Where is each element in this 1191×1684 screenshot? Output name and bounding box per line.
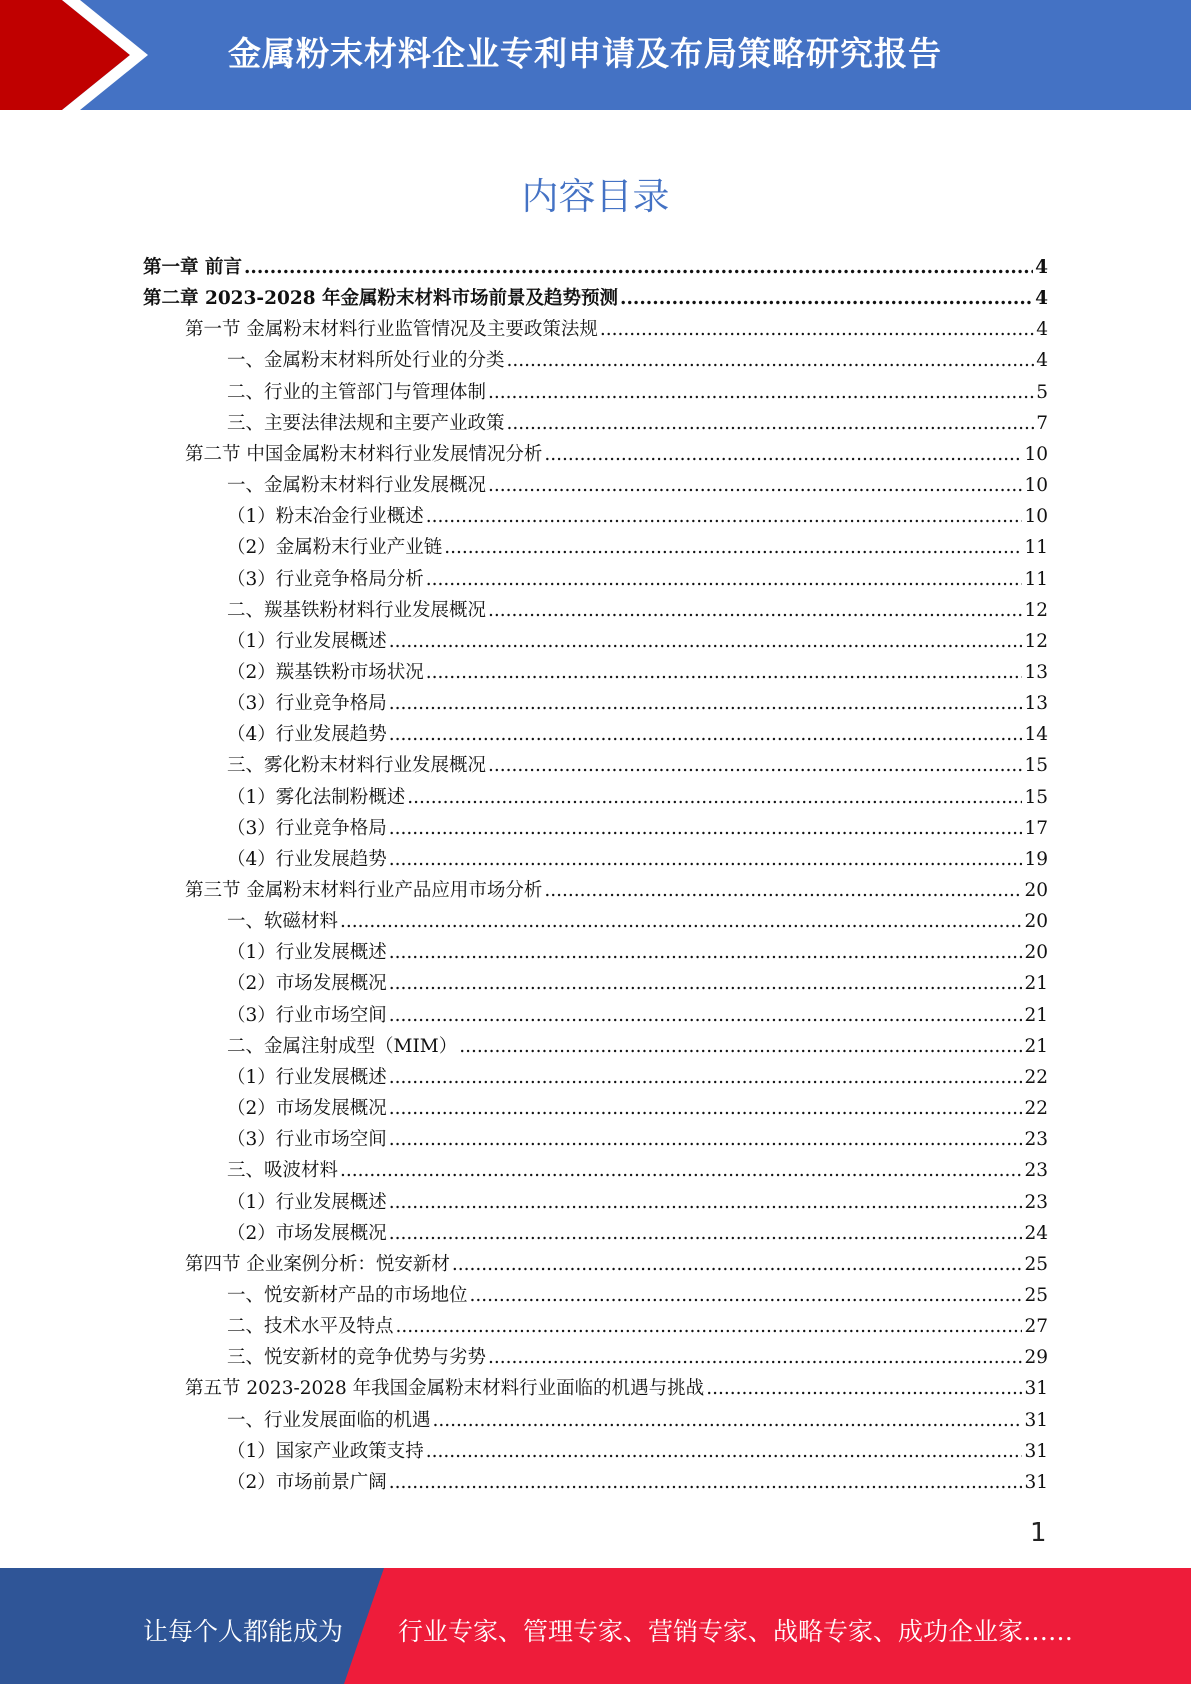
toc-entry-label: 一、金属粉末材料行业发展概况 (227, 475, 487, 497)
toc-dot-leader (244, 254, 1033, 282)
toc-dot-leader (488, 379, 1034, 407)
toc-entry[interactable] (185, 1251, 1048, 1279)
toc-entry-page: 10 (1024, 506, 1048, 528)
toc-dot-leader (407, 784, 1022, 812)
toc-dot-leader (389, 970, 1023, 998)
toc-entry-page: 4 (1036, 319, 1048, 341)
toc-entry-label: （3）行业竞争格局 (227, 817, 387, 839)
toc-entry[interactable] (227, 1344, 1048, 1372)
toc-entry-label: 第二章 2023-2028 年金属粉末材料市场前景及趋势预测 (143, 288, 619, 310)
toc-dot-leader (452, 1251, 1023, 1279)
toc-entry-label: 一、金属粉末材料所处行业的分类 (227, 350, 505, 372)
toc-entry-label: （3）行业市场空间 (227, 1004, 387, 1026)
toc-entry-page: 11 (1024, 537, 1048, 559)
toc-entry[interactable] (227, 815, 1048, 843)
toc-dot-leader (389, 939, 1023, 967)
toc-entry[interactable] (227, 784, 1048, 812)
toc-dot-leader (389, 1095, 1023, 1123)
toc-entry-label: （1）行业发展概述 (227, 1191, 387, 1213)
toc-entry-page: 19 (1024, 848, 1048, 870)
toc-entry-page: 7 (1036, 412, 1048, 434)
toc-entry-page: 31 (1024, 1471, 1048, 1493)
toc-entry[interactable] (227, 1002, 1048, 1030)
toc-dot-leader (426, 659, 1023, 687)
report-title: 金属粉末材料企业专利申请及布局策略研究报告 (228, 34, 942, 73)
toc-entry-page: 23 (1024, 1191, 1048, 1213)
toc-entry-label: 三、主要法律法规和主要产业政策 (227, 412, 505, 434)
toc-dot-leader (389, 1064, 1023, 1092)
toc-dot-leader (544, 441, 1022, 469)
toc-entry[interactable] (227, 503, 1048, 531)
toc-entry-page: 5 (1036, 381, 1048, 403)
toc-entry[interactable] (227, 566, 1048, 594)
toc-dot-leader (426, 566, 1023, 594)
toc-dot-leader (488, 597, 1022, 625)
toc-entry[interactable] (185, 1375, 1048, 1403)
toc-entry-page: 21 (1024, 973, 1048, 995)
toc-entry[interactable] (227, 1064, 1048, 1092)
toc-entry[interactable] (227, 1157, 1048, 1185)
toc-dot-leader (389, 1002, 1023, 1030)
toc-entry-page: 29 (1024, 1347, 1048, 1369)
toc-entry[interactable] (185, 441, 1048, 469)
toc-entry-page: 22 (1024, 1066, 1048, 1088)
toc-dot-leader (389, 690, 1023, 718)
toc-dot-leader (389, 1126, 1023, 1154)
toc-entry-label: （2）市场发展概况 (227, 1098, 387, 1120)
toc-entry-label: 第二节 中国金属粉末材料行业发展情况分析 (185, 443, 543, 465)
toc-entry-page: 13 (1024, 693, 1048, 715)
toc-entry[interactable] (227, 1313, 1048, 1341)
toc-dot-leader (544, 877, 1022, 905)
toc-dot-leader (507, 347, 1035, 375)
toc-entry[interactable] (227, 347, 1048, 375)
toc-dot-leader (396, 1313, 1023, 1341)
toc-entry-page: 4 (1035, 288, 1048, 310)
toc-entry-label: （1）国家产业政策支持 (227, 1440, 424, 1462)
toc-entry-page: 31 (1024, 1409, 1048, 1431)
toc-entry-page: 24 (1024, 1222, 1048, 1244)
toc-heading: 内容目录 (521, 175, 670, 218)
toc-entry-label: （2）市场发展概况 (227, 1222, 387, 1244)
toc-dot-leader (389, 721, 1023, 749)
toc-entry[interactable] (143, 254, 1048, 282)
toc-entry-page: 23 (1024, 1129, 1048, 1151)
toc-entry[interactable] (227, 472, 1048, 500)
toc-entry-label: （4）行业发展趋势 (227, 724, 387, 746)
toc-entry[interactable] (227, 970, 1048, 998)
toc-entry-label: 三、雾化粉末材料行业发展概况 (227, 755, 487, 777)
toc-entry-label: 第五节 2023-2028 年我国金属粉末材料行业面临的机遇与挑战 (185, 1378, 705, 1400)
toc-entry-label: 二、技术水平及特点 (227, 1316, 394, 1338)
toc-dot-leader (507, 410, 1035, 438)
toc-entry-page: 21 (1024, 1035, 1048, 1057)
toc-entry[interactable] (227, 1438, 1048, 1466)
toc-dot-leader (389, 628, 1023, 656)
toc-entry-label: （2）市场发展概况 (227, 973, 387, 995)
toc-entry-page: 12 (1024, 630, 1048, 652)
toc-entry-label: 一、行业发展面临的机遇 (227, 1409, 431, 1431)
toc-entry-label: （1）雾化法制粉概述 (227, 786, 406, 808)
header-arrow-decoration (0, 0, 160, 110)
toc-entry[interactable] (227, 752, 1048, 780)
toc-entry-page: 17 (1024, 817, 1048, 839)
toc-entry-label: （2）羰基铁粉市场状况 (227, 661, 424, 683)
toc-entry-page: 12 (1024, 599, 1048, 621)
toc-dot-leader (488, 1344, 1022, 1372)
toc-entry-label: 二、金属注射成型（MIM） (227, 1035, 458, 1057)
toc-entry-label: （2）金属粉末行业产业链 (227, 537, 443, 559)
toc-dot-leader (488, 752, 1022, 780)
toc-entry-page: 23 (1024, 1160, 1048, 1182)
toc-entry-label: 三、悦安新材的竞争优势与劣势 (227, 1347, 487, 1369)
toc-dot-leader (389, 815, 1023, 843)
toc-dot-leader (600, 316, 1034, 344)
toc-entry[interactable] (227, 659, 1048, 687)
header-banner (0, 0, 1191, 110)
toc-entry-label: 三、吸波材料 (227, 1160, 339, 1182)
toc-entry-page: 22 (1024, 1098, 1048, 1120)
toc-entry[interactable] (227, 379, 1048, 407)
toc-entry-label: （1）粉末冶金行业概述 (227, 506, 424, 528)
toc-entry[interactable] (227, 410, 1048, 438)
toc-entry-label: 第三节 金属粉末材料行业产品应用市场分析 (185, 880, 543, 901)
toc-entry[interactable] (227, 1095, 1048, 1123)
toc-dot-leader (389, 1469, 1023, 1497)
toc-entry-label: 一、悦安新材产品的市场地位 (227, 1284, 468, 1306)
toc-entry[interactable] (227, 846, 1048, 874)
toc-entry-page: 20 (1024, 880, 1048, 901)
toc-dot-leader (340, 1157, 1022, 1185)
toc-entry-page: 13 (1024, 661, 1048, 683)
toc-entry[interactable] (227, 939, 1048, 967)
toc-dot-leader (426, 1438, 1023, 1466)
toc-entry-page: 4 (1036, 350, 1048, 372)
footer-banner (0, 1568, 1191, 1684)
toc-entry-label: （1）行业发展概述 (227, 630, 387, 652)
toc-entry[interactable] (227, 721, 1048, 749)
toc-entry-label: 第一节 金属粉末材料行业监管情况及主要政策法规 (185, 319, 598, 341)
toc-entry-page: 31 (1024, 1440, 1048, 1462)
toc-entry-label: （1）行业发展概述 (227, 1066, 387, 1088)
toc-entry-label: （3）行业竞争格局 (227, 693, 387, 715)
toc-dot-leader (433, 1407, 1023, 1435)
toc-entry-label: （1）行业发展概述 (227, 942, 387, 964)
toc-entry-page: 15 (1024, 755, 1048, 777)
toc-entry-page: 10 (1024, 475, 1048, 497)
toc-entry-page: 25 (1024, 1284, 1048, 1306)
toc-entry[interactable] (227, 1282, 1048, 1310)
toc-entry-page: 15 (1024, 786, 1048, 808)
toc-entry[interactable] (227, 1469, 1048, 1497)
toc-entry[interactable] (227, 628, 1048, 656)
toc-dot-leader (444, 534, 1022, 562)
toc-entry-page: 25 (1024, 1253, 1048, 1275)
toc-entry[interactable] (227, 908, 1048, 936)
toc-entry[interactable] (227, 1220, 1048, 1248)
toc-entry-page: 31 (1024, 1378, 1048, 1400)
toc-entry[interactable] (227, 690, 1048, 718)
toc-entry-label: 第四节 企业案例分析：悦安新材 (185, 1253, 450, 1275)
toc-entry-page: 20 (1024, 911, 1048, 933)
toc-entry-label: 第一章 前言 (143, 257, 242, 278)
toc-dot-leader (706, 1375, 1022, 1403)
toc-dot-leader (389, 1220, 1023, 1248)
toc-entry-page: 10 (1024, 443, 1048, 465)
toc-entry-label: （4）行业发展趋势 (227, 848, 387, 870)
footer-slogan-right: 行业专家、管理专家、营销专家、战略专家、成功企业家…… (398, 1617, 1074, 1646)
toc-entry-label: （3）行业市场空间 (227, 1129, 387, 1151)
toc-entry[interactable] (227, 1407, 1048, 1435)
toc-entry[interactable] (227, 1033, 1048, 1061)
toc-entry-page: 14 (1024, 724, 1048, 746)
toc-dot-leader (426, 503, 1023, 531)
toc-entry-page: 20 (1024, 942, 1048, 964)
toc-entry[interactable] (227, 597, 1048, 625)
toc-entry-label: （2）市场前景广阔 (227, 1471, 387, 1493)
toc-entry-label: 二、行业的主管部门与管理体制 (227, 381, 487, 403)
toc-entry[interactable] (227, 534, 1048, 562)
toc-entry-page: 11 (1024, 568, 1048, 590)
toc-dot-leader (488, 472, 1022, 500)
toc-dot-leader (340, 908, 1022, 936)
toc-entry-label: 二、羰基铁粉材料行业发展概况 (227, 599, 487, 621)
toc-dot-leader (389, 1189, 1023, 1217)
toc-entry-page: 4 (1035, 257, 1048, 278)
toc-dot-leader (620, 285, 1033, 313)
toc-entry[interactable] (227, 1126, 1048, 1154)
toc-dot-leader (389, 846, 1023, 874)
toc-entry-label: 一、软磁材料 (227, 911, 339, 933)
toc-entry-page: 21 (1024, 1004, 1048, 1026)
footer-slogan-left: 让每个人都能成为 (143, 1617, 344, 1646)
toc-entry[interactable] (185, 877, 1048, 905)
page-number: 1 (1030, 1518, 1047, 1548)
toc-entry-page: 27 (1024, 1316, 1048, 1338)
toc-dot-leader (470, 1282, 1023, 1310)
toc-dot-leader (459, 1033, 1022, 1061)
toc-entry[interactable] (143, 285, 1048, 313)
toc-entry[interactable] (185, 316, 1048, 344)
toc-entry[interactable] (227, 1189, 1048, 1217)
toc-entry-label: （3）行业竞争格局分析 (227, 568, 424, 590)
